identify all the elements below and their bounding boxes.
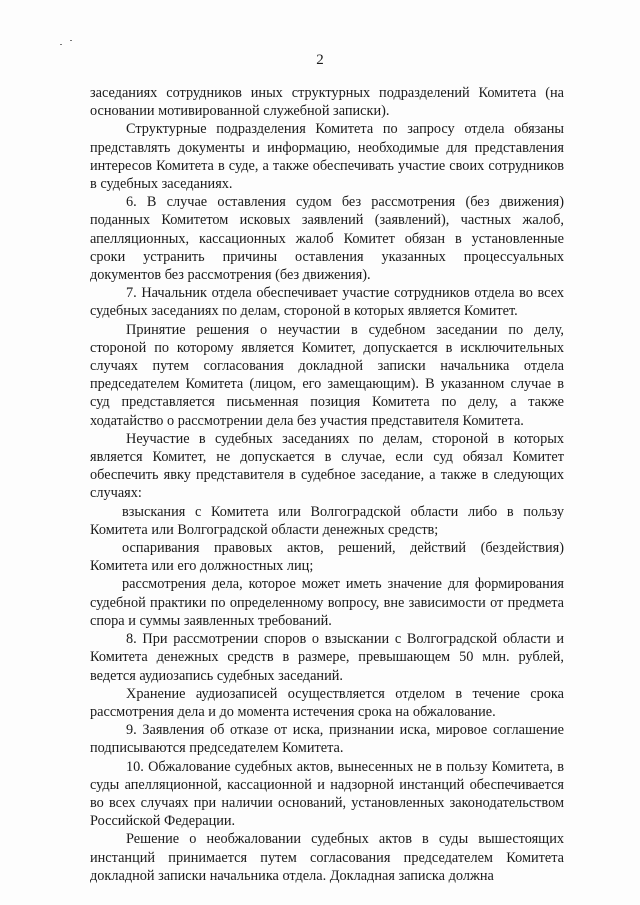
list-item: оспаривания правовых актов, решений, действий (бездействия) Комитета или его должностных лиц; [90, 540, 564, 575]
paragraph: 9. Заявления об отказе от иска, признании иска, мировое соглашение подписываются председателем Комитета. [90, 722, 564, 757]
paragraph: Структурные подразделения Комитета по запросу отдела обязаны представлять документы и информацию, необходимые для представления интересов Комитета в суде, а также обеспечивать участие своих сотрудников в судебных заседаниях. [90, 121, 564, 193]
paragraph: 6. В случае оставления судом без рассмотрения (без движения) поданных Комитетом исковых заявлений (заявлений), частных жалоб, апелляционных, кассационных жалоб Комитет обязан в установленные сроки устранить причины оставления указанных процессуальных документов без рассмотрения (без движения). [90, 194, 564, 284]
paragraph: Решение о необжаловании судебных актов в суды вышестоящих инстанций принимается путем согласования председателем Комитета докладной записки начальника отдела. Докладная записка должна [90, 831, 564, 884]
paragraph: 10. Обжалование судебных актов, вынесенных не в пользу Комитета, в суды апелляционной, кассационной и надзорной инстанций обеспечивается во всех случаях при наличии оснований, установленных законодательством Российской Федерации. [90, 758, 564, 830]
list-item: рассмотрения дела, которое может иметь значение для формирования судебной практики по определенному вопросу, вне зависимости от предмета спора и суммы заявленных требований. [90, 576, 564, 629]
page-number: 2 [316, 52, 324, 68]
paragraph: Неучастие в судебных заседаниях по делам, стороной в которых является Комитет, не допускается в случае, если суд обязал Комитет обеспечить явку представителя в судебное заседание, а также в следующих случаях: [90, 430, 564, 502]
paragraph: Хранение аудиозаписей осуществляется отделом в течение срока рассмотрения дела и до момента истечения срока на обжалование. [90, 685, 564, 720]
paragraph: Принятие решения о неучастии в судебном заседании по делу, стороной по которому является Комитет, допускается в исключительных случаях путем согласования докладной записки начальника отдела председателем Комитета (лицом, его замещающим). В указанном случае в суд представляется письменная позиция Комитета по делу, а также ходатайство о рассмотрении дела без участия представителя Комитета. [90, 321, 564, 429]
list-item: взыскания с Комитета или Волгоградской области либо в пользу Комитета или Волгоградской области денежных средств; [90, 503, 564, 538]
scan-artifact [60, 40, 74, 52]
document-body [90, 84, 564, 885]
paragraph: 8. При рассмотрении споров о взыскании с Волгоградской области и Комитета денежных средств в размере, превышающем 50 млн. рублей, ведется аудиозапись судебных заседаний. [90, 631, 564, 684]
paragraph: 7. Начальник отдела обеспечивает участие сотрудников отдела во всех судебных заседаниях по делам, стороной в которых является Комитет. [90, 285, 564, 320]
paragraph: заседаниях сотрудников иных структурных подразделений Комитета (на основании мотивированной служебной записки). [90, 85, 564, 120]
